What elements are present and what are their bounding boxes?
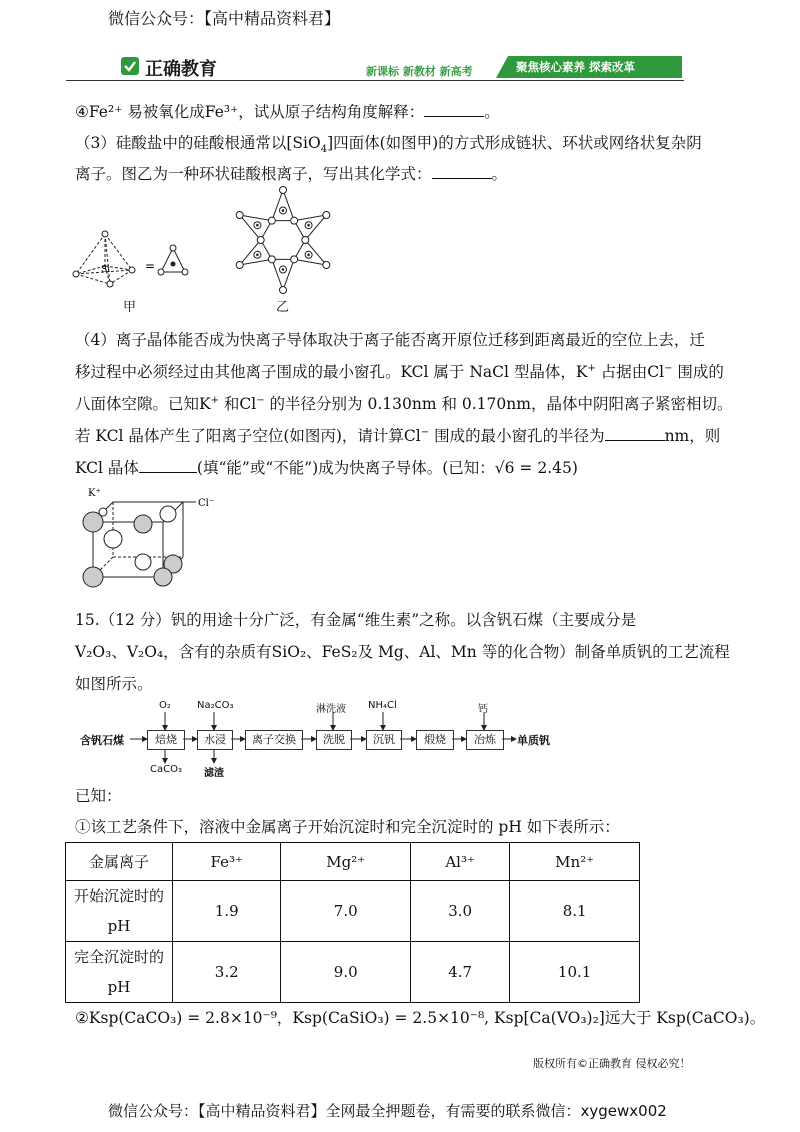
- known-label: 已知：: [75, 787, 122, 805]
- row-label: 完全沉淀时的 pH: [66, 942, 173, 1003]
- line-q4-iron: ④Fe²⁺ 易被氧化成Fe³⁺，试从原子结构角度解释： 。: [75, 103, 500, 121]
- cl-ion-label: Cl⁻: [198, 498, 215, 509]
- svg-text:=: =: [145, 259, 156, 273]
- top-wechat-text: 微信公众号：【高中精品资料君】: [108, 9, 341, 28]
- flow-input-eluent: 淋洗液: [316, 704, 346, 715]
- table-cell: 8.1: [510, 881, 640, 942]
- bottom-wechat-text: 微信公众号：【高中精品资料君】全网最全押题卷，有需要的联系微信：xygewx002: [108, 1102, 667, 1120]
- table-cell: 3.2: [173, 942, 281, 1003]
- line-q4-a: （4）离子晶体能否成为快离子导体取决于离子能否离开原位迁移到距离最近的空位上去，迁: [75, 331, 705, 349]
- copyright-text: 版权所有©正确教育 侵权必究！: [533, 1057, 691, 1070]
- ring-silicate-figure: [228, 185, 338, 295]
- line-q4-d: 若 KCl 晶体产生了阳离子空位(如图丙)，请计算Cl− 围成的最小窗孔的半径为 nm，则: [75, 426, 721, 445]
- line-q3-a: （3）硅酸盐中的硅酸根通常以[SiO$_4$]四面体(如图甲)的方式形成链状、环状或网络状复杂阴: [75, 134, 702, 156]
- line-q3-b: 离子。图乙为一种环状硅酸根离子，写出其化学式： 。: [75, 165, 508, 183]
- check-icon: [120, 56, 140, 80]
- brand-name: 正确教育: [145, 59, 217, 80]
- flow-elute: 洗脱: [316, 730, 352, 750]
- q15-line-b: V₂O₃、V₂O₄，含有的杂质有SiO₂、FeS₂及 Mg、Al、Mn 等的化合物）制备单质钒的工艺流程: [75, 643, 730, 661]
- fig-yi-label: 乙: [276, 300, 290, 315]
- table-header: Fe³⁺: [173, 843, 281, 881]
- fig-jia-label: 甲: [123, 300, 137, 315]
- line-q4-c: 八面体空隙。已知K+ 和Cl− 的半径分别为 0.130nm 和 0.170nm，晶体中阴阳离子紧密相切。: [75, 394, 733, 413]
- header-rule: [66, 80, 684, 81]
- table-header: Mn²⁺: [510, 843, 640, 881]
- known-2: ②Ksp(CaCO₃) = 2.8×10⁻⁹，Ksp(CaSiO₃) = 2.5×10⁻⁸, Ksp[Ca(VO₃)₂]远大于 Ksp(CaCO₃)。: [75, 1009, 766, 1027]
- flow-output-caco3: CaCO₃: [150, 764, 182, 775]
- tetrahedron-figure: [70, 222, 230, 292]
- table-header: Al³⁺: [411, 843, 510, 881]
- line-q4-b: 移过程中必须经过由其他离子围成的最小窗孔。KCl 属于 NaCl 型晶体，K+ 占据由Cl− 围成的: [75, 362, 724, 381]
- flow-calcine: 煅烧: [416, 730, 454, 750]
- table-header: 金属离子: [66, 843, 173, 881]
- k-ion-label: K⁺: [88, 488, 101, 499]
- flow-leach: 水浸: [197, 730, 233, 750]
- line-q4-e: KCl 晶体 (填“能”或“不能”)成为快离子导体。(已知：√6 = 2.45): [75, 459, 578, 477]
- q15-line-a: 15.（12 分）钒的用途十分广泛，有金属“维生素”之称。以含钒石煤（主要成分是: [75, 611, 637, 629]
- table-cell: 10.1: [510, 942, 640, 1003]
- flow-ion-exchange: 离子交换: [245, 730, 303, 750]
- table-cell: 3.0: [411, 881, 510, 942]
- table-cell: 1.9: [173, 881, 281, 942]
- si-label: Si: [101, 265, 111, 275]
- flow-start: 含钒石煤: [80, 734, 124, 747]
- header-tags: 新课标 新教材 新高考: [366, 65, 473, 78]
- flow-roast: 焙烧: [147, 730, 185, 750]
- table-header: Mg²⁺: [281, 843, 411, 881]
- flow-input-o2: O₂: [159, 700, 171, 711]
- kcl-crystal-figure: [68, 484, 238, 594]
- flow-input-nh4cl: NH₄Cl: [368, 700, 397, 711]
- brand-logo: [120, 55, 217, 81]
- header-banner: 聚焦核心素养 探索改革: [496, 56, 682, 78]
- row-label: 开始沉淀时的 pH: [66, 881, 173, 942]
- flow-precipitate: 沉钒: [366, 730, 402, 750]
- flow-end: 单质钒: [517, 734, 550, 747]
- flow-input-calcium: 钙: [478, 704, 488, 715]
- table-header-row: [66, 843, 640, 881]
- known-1: ①该工艺条件下，溶液中金属离子开始沉淀时和完全沉淀时的 pH 如下表所示：: [75, 818, 620, 836]
- table-cell: 7.0: [281, 881, 411, 942]
- table-cell: 9.0: [281, 942, 411, 1003]
- q15-line-c: 如图所示。: [75, 675, 153, 693]
- process-flowchart: [80, 700, 640, 778]
- table-row: [66, 942, 640, 1003]
- ion-ph-table: [65, 842, 640, 1003]
- table-cell: 4.7: [411, 942, 510, 1003]
- table-row: [66, 881, 640, 942]
- flow-input-na2co3: Na₂CO₃: [197, 700, 234, 711]
- flow-output-residue: 滤渣: [204, 768, 224, 779]
- flow-smelt: 冶炼: [466, 730, 504, 750]
